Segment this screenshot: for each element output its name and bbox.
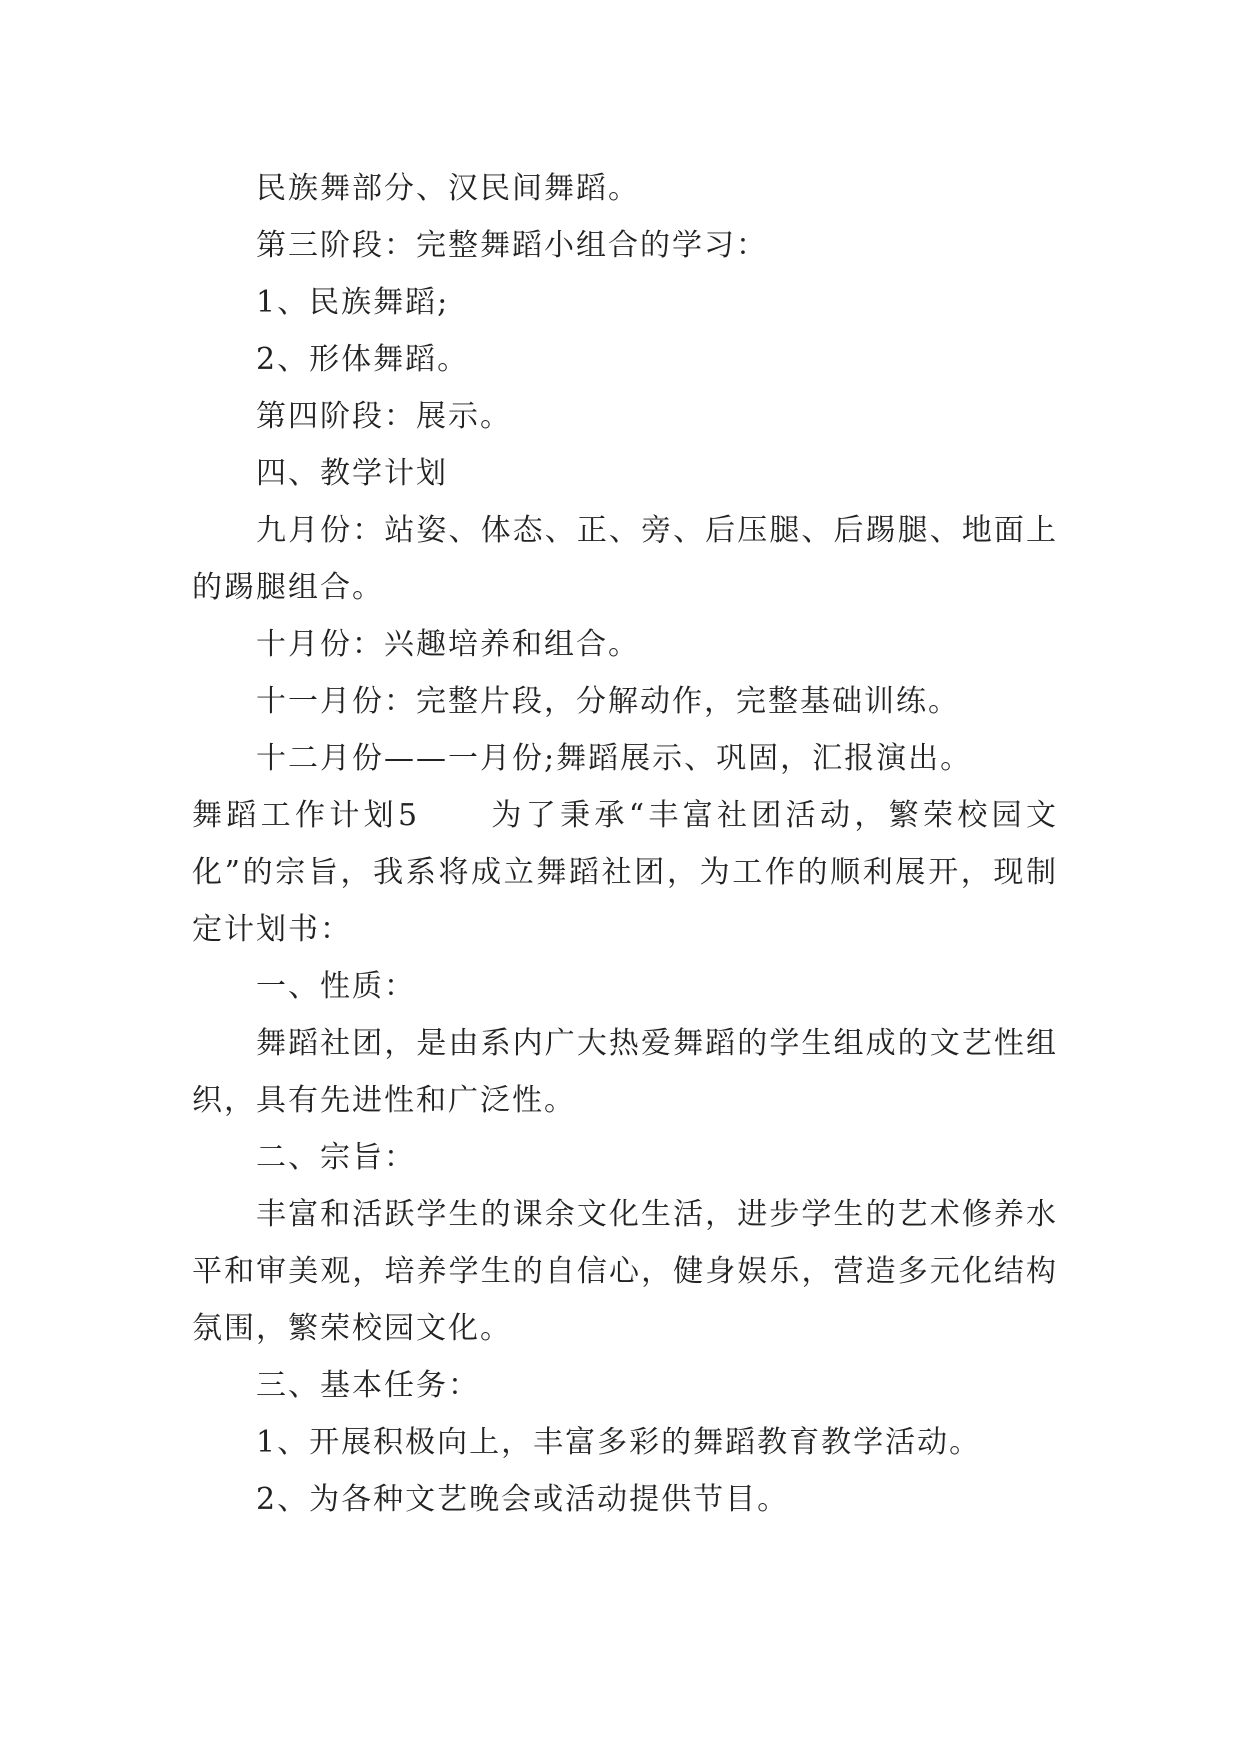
section-title: 舞蹈工作计划5 (192, 798, 420, 833)
paragraph: 民族舞部分、汉民间舞蹈。 (256, 171, 640, 206)
paragraph: 第四阶段：展示。 (256, 399, 512, 434)
section-heading: 三、基本任务： (256, 1368, 480, 1403)
paragraph: 2、形体舞蹈。 (256, 342, 470, 377)
paragraph: 2、为各种文艺晚会或活动提供节目。 (256, 1482, 790, 1517)
section-heading: 一、性质： (256, 969, 416, 1004)
paragraph: 九月份：站姿、体态、正、旁、后压腿、后踢腿、地面上的踢腿组合。 (192, 513, 1058, 605)
paragraph: 十月份：兴趣培养和组合。 (256, 627, 640, 662)
paragraph: 十二月份——一月份;舞蹈展示、巩固，汇报演出。 (256, 741, 973, 776)
paragraph: 1、开展积极向上，丰富多彩的舞蹈教育教学活动。 (256, 1425, 982, 1460)
section-intro-paragraph (192, 787, 1058, 958)
paragraph: 第三阶段：完整舞蹈小组合的学习： (256, 228, 768, 263)
section-intro-text: 为了秉承“丰富社团活动，繁荣校园文化”的宗旨，我系将成立舞蹈社团，为工作的顺利展开，现制定计划书： (192, 798, 1058, 947)
document-body (192, 160, 1058, 1528)
paragraph: 舞蹈社团，是由系内广大热爱舞蹈的学生组成的文艺性组织，具有先进性和广泛性。 (192, 1026, 1058, 1118)
paragraph: 1、民族舞蹈; (256, 285, 450, 320)
section-heading: 二、宗旨： (256, 1140, 416, 1175)
section-heading: 四、教学计划 (256, 456, 448, 491)
paragraph: 丰富和活跃学生的课余文化生活，进步学生的艺术修养水平和审美观，培养学生的自信心，健身娱乐，营造多元化结构氛围，繁荣校园文化。 (192, 1197, 1058, 1346)
paragraph: 十一月份：完整片段，分解动作，完整基础训练。 (256, 684, 960, 719)
